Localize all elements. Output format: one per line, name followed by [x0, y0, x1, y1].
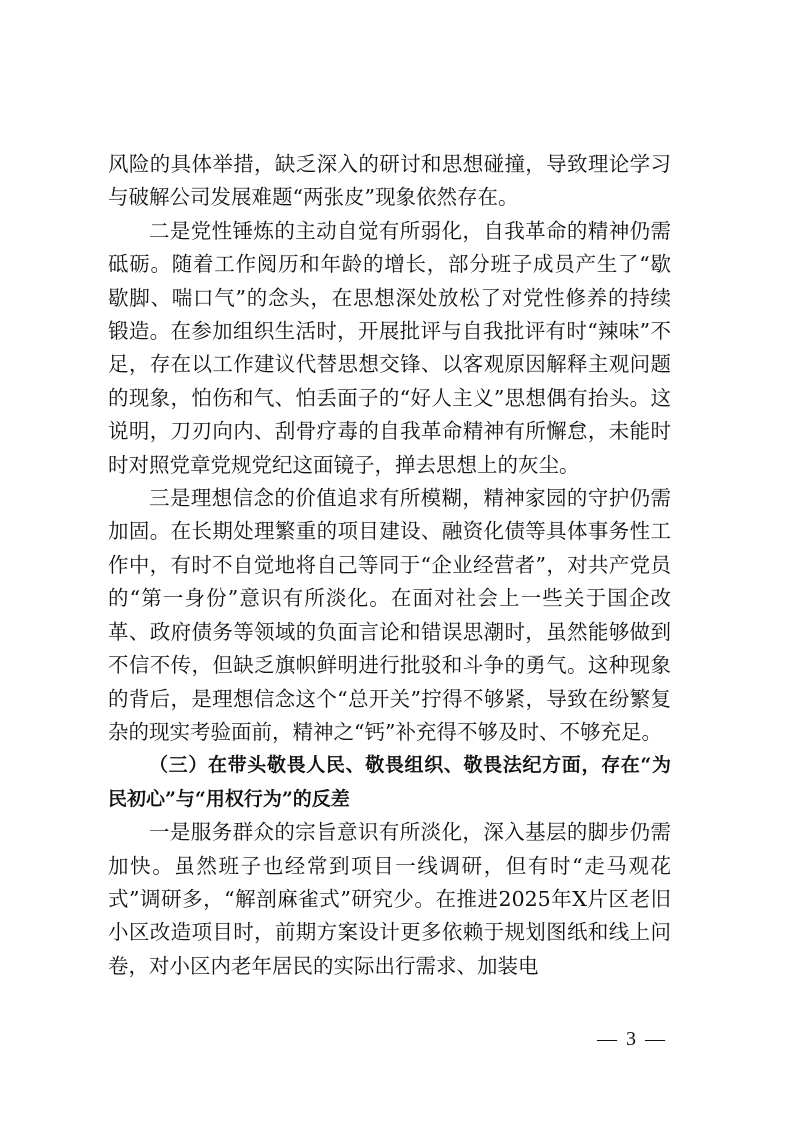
paragraph-continuation: 风险的具体举措，缺乏深入的研讨和思想碰撞，导致理论学习与破解公司发展难题“两张皮”现象依然存在。: [108, 152, 671, 210]
document-body: [108, 148, 671, 983]
paragraph-party-spirit: 二是党性锤炼的主动自觉有所弱化，自我革命的精神仍需砥砺。随着工作阅历和年龄的增长，部分班子成员产生了“歇歇脚、喘口气”的念头，在思想深处放松了对党性修养的持续锻造。在参加组织生活时，开展批评与自我批评有时“辣味”不足，存在以工作建议代替思想交锋、以客观原因解释主观问题的现象，怕伤和气、怕丢面子的“好人主义”思想偶有抬头。这说明，刀刃向内、刮骨疗毒的自我革命精神有所懈怠，未能时时对照党章党规党纪这面镜子，掸去思想上的灰尘。: [108, 218, 671, 477]
paragraph-ideals-beliefs: 三是理想信念的价值追求有所模糊，精神家园的守护仍需加固。在长期处理繁重的项目建设、融资化债等具体事务性工作中，有时不自觉地将自己等同于“企业经营者”，对共产党员的“第一身份”意识有所淡化。在面对社会上一些关于国企改革、政府债务等领域的负面言论和错误思潮时，虽然能够做到不信不传，但缺乏旗帜鲜明进行批驳和斗争的勇气。这种现象的背后，是理想信念这个“总开关”拧得不够紧，导致在纷繁复杂的现实考验面前，精神之“钙”补充得不够及时、不够充足。: [108, 486, 671, 744]
page-number: — 3 —: [597, 1028, 667, 1050]
section-heading-3: （三）在带头敬畏人民、敬畏组织、敬畏法纪方面，存在“为民初心”与“用权行为”的反差: [108, 754, 671, 810]
paragraph-serving-masses: 一是服务群众的宗旨意识有所淡化，深入基层的脚步仍需加快。虽然班子也经常到项目一线调研，但有时“走马观花式”调研多，“解剖麻雀式”研究少。在推进2025年X片区老旧小区改造项目时，前期方案设计更多依赖于规划图纸和线上问卷，对小区内老年居民的实际出行需求、加装电: [108, 820, 671, 978]
